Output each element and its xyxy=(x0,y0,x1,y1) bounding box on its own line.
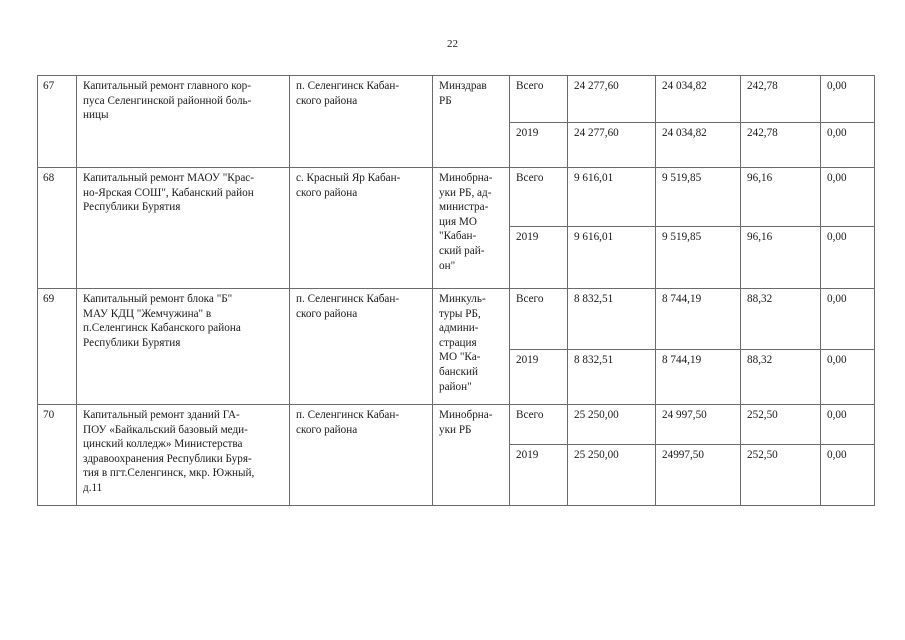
total-cell: 25 250,00 xyxy=(568,405,656,445)
object-name: Капитальный ремонт главного кор- пуса Селенгинской районной боль- ницы xyxy=(77,76,290,168)
object-location: п. Селенгинск Кабан- ского района xyxy=(290,289,433,405)
regional-cell: 242,78 xyxy=(741,76,821,123)
responsible-body: Минздрав РБ xyxy=(433,76,510,168)
table-row xyxy=(38,405,875,445)
local-cell: 0,00 xyxy=(821,123,875,168)
federal-cell: 24 034,82 xyxy=(656,76,741,123)
row-number: 69 xyxy=(38,289,77,405)
object-name: Капитальный ремонт МАОУ "Крас- но-Ярская СОШ", Кабанский район Республики Бурятия xyxy=(77,168,290,289)
table-row xyxy=(38,76,875,123)
regional-cell: 252,50 xyxy=(741,445,821,506)
period-cell: 2019 xyxy=(510,123,568,168)
total-cell: 24 277,60 xyxy=(568,123,656,168)
federal-cell: 9 519,85 xyxy=(656,168,741,227)
regional-cell: 88,32 xyxy=(741,289,821,350)
local-cell: 0,00 xyxy=(821,350,875,405)
table-row xyxy=(38,289,875,350)
federal-cell: 24 034,82 xyxy=(656,123,741,168)
table-row xyxy=(38,168,875,227)
regional-cell: 96,16 xyxy=(741,227,821,289)
federal-cell: 9 519,85 xyxy=(656,227,741,289)
row-number: 70 xyxy=(38,405,77,506)
object-name: Капитальный ремонт зданий ГА- ПОУ «Байкальский базовый меди- цинский колледж» Министерства здравоохранения Республики Буря- тия в пгт.Селенгинск, мкр. Южный, д.11 xyxy=(77,405,290,506)
period-cell: Всего xyxy=(510,289,568,350)
federal-cell: 8 744,19 xyxy=(656,289,741,350)
total-cell: 9 616,01 xyxy=(568,168,656,227)
row-number: 67 xyxy=(38,76,77,168)
period-cell: 2019 xyxy=(510,227,568,289)
regional-cell: 88,32 xyxy=(741,350,821,405)
local-cell: 0,00 xyxy=(821,405,875,445)
responsible-body: Минкуль- туры РБ, админи- страция МО "Ка- банский район" xyxy=(433,289,510,405)
object-location: п. Селенгинск Кабан- ского района xyxy=(290,405,433,506)
local-cell: 0,00 xyxy=(821,76,875,123)
period-cell: 2019 xyxy=(510,350,568,405)
page-number: 22 xyxy=(447,38,458,50)
object-location: с. Красный Яр Кабан- ского района xyxy=(290,168,433,289)
budget-table xyxy=(37,75,875,506)
total-cell: 8 832,51 xyxy=(568,289,656,350)
local-cell: 0,00 xyxy=(821,445,875,506)
regional-cell: 96,16 xyxy=(741,168,821,227)
total-cell: 24 277,60 xyxy=(568,76,656,123)
regional-cell: 252,50 xyxy=(741,405,821,445)
object-location: п. Селенгинск Кабан- ского района xyxy=(290,76,433,168)
federal-cell: 24997,50 xyxy=(656,445,741,506)
total-cell: 8 832,51 xyxy=(568,350,656,405)
responsible-body: Минобрна- уки РБ, ад- министра- ция МО "Кабан- ский рай- он" xyxy=(433,168,510,289)
local-cell: 0,00 xyxy=(821,227,875,289)
federal-cell: 8 744,19 xyxy=(656,350,741,405)
local-cell: 0,00 xyxy=(821,289,875,350)
object-name: Капитальный ремонт блока "Б" МАУ КДЦ "Жемчужина" в п.Селенгинск Кабанского района Республики Бурятия xyxy=(77,289,290,405)
federal-cell: 24 997,50 xyxy=(656,405,741,445)
row-number: 68 xyxy=(38,168,77,289)
period-cell: 2019 xyxy=(510,445,568,506)
period-cell: Всего xyxy=(510,405,568,445)
regional-cell: 242,78 xyxy=(741,123,821,168)
total-cell: 9 616,01 xyxy=(568,227,656,289)
responsible-body: Минобрна- уки РБ xyxy=(433,405,510,506)
period-cell: Всего xyxy=(510,76,568,123)
total-cell: 25 250,00 xyxy=(568,445,656,506)
local-cell: 0,00 xyxy=(821,168,875,227)
period-cell: Всего xyxy=(510,168,568,227)
